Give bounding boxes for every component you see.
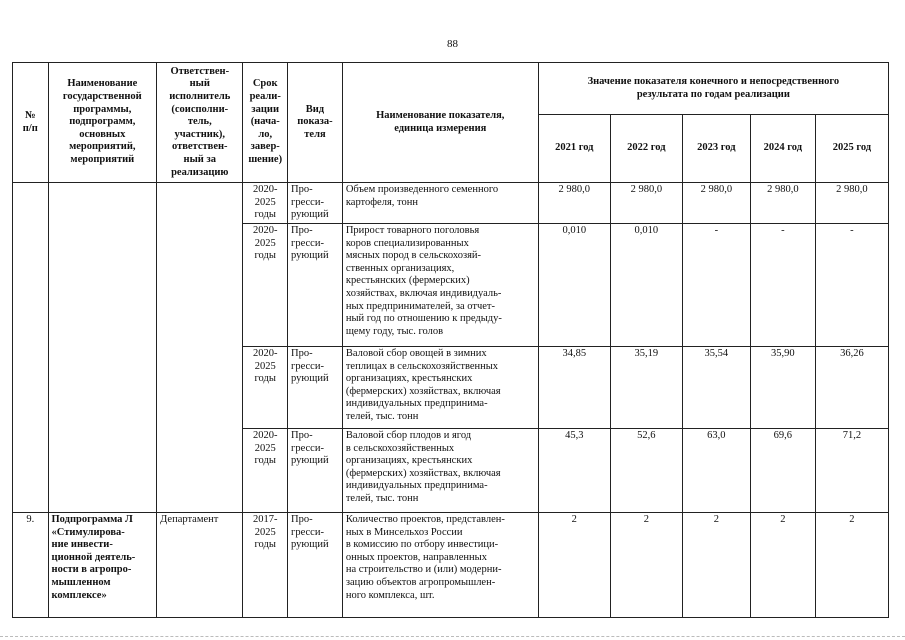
- value-2023: -: [682, 224, 750, 347]
- value-2025: 2: [815, 513, 888, 618]
- header-year-2023: 2023 год: [682, 115, 750, 183]
- table-row: [13, 183, 889, 224]
- row-number: [13, 183, 49, 513]
- value-2021: 2 980,0: [538, 183, 610, 224]
- value-2024: 69,6: [750, 429, 815, 513]
- responsible-executor: [157, 183, 243, 513]
- indicator-type: Про- гресси- рующий: [288, 513, 343, 618]
- header-year-2024: 2024 год: [750, 115, 815, 183]
- value-2023: 2: [682, 513, 750, 618]
- value-2022: 0,010: [610, 224, 682, 347]
- value-2023: 35,54: [682, 347, 750, 429]
- value-2023: 63,0: [682, 429, 750, 513]
- indicator-name: Валовой сбор овощей в зимних теплицах в сельскохозяйственных организациях, крестьянских (фермерских) хозяйствах, включая индивидуальных предпринима- телей, тыс. тонн: [342, 347, 538, 429]
- value-2025: 36,26: [815, 347, 888, 429]
- value-2025: 2 980,0: [815, 183, 888, 224]
- value-2024: 2 980,0: [750, 183, 815, 224]
- value-2022: 2: [610, 513, 682, 618]
- value-2022: 52,6: [610, 429, 682, 513]
- value-2023: 2 980,0: [682, 183, 750, 224]
- value-2024: -: [750, 224, 815, 347]
- value-2025: 71,2: [815, 429, 888, 513]
- value-2021: 45,3: [538, 429, 610, 513]
- indicator-type: Про- гресси- рующий: [288, 347, 343, 429]
- page-number: 88: [447, 38, 458, 50]
- indicators-table: [12, 62, 889, 618]
- implementation-term: 2017- 2025 годы: [243, 513, 288, 618]
- implementation-term: 2020- 2025 годы: [243, 224, 288, 347]
- value-2024: 35,90: [750, 347, 815, 429]
- implementation-term: 2020- 2025 годы: [243, 347, 288, 429]
- header-year-2021: 2021 год: [538, 115, 610, 183]
- value-2024: 2: [750, 513, 815, 618]
- indicator-name: Количество проектов, представлен- ных в Минсельхоз России в комиссию по отбору инвестици- онных проектов, направленных на строительство и (или) модерни- зацию объектов агропромышлен- ного комплекса, шт.: [342, 513, 538, 618]
- header-col-no: № п/п: [13, 63, 49, 183]
- header-year-2025: 2025 год: [815, 115, 888, 183]
- indicator-name: Прирост товарного поголовья коров специализированных мясных пород в сельскохозяй- ственных организациях, крестьянских (фермерских) хозяйствах, включая индивидуаль- ных предпринимателей, за отчет- ный год по отношению к предыду- щему году, тыс. голов: [342, 224, 538, 347]
- value-2022: 35,19: [610, 347, 682, 429]
- header-year-2022: 2022 год: [610, 115, 682, 183]
- header-col-name: Наименование государственной программы, подпрограмм, основных мероприятий, мероприятий: [48, 63, 157, 183]
- header-col-type: Вид показа- теля: [288, 63, 343, 183]
- value-2021: 2: [538, 513, 610, 618]
- value-2021: 34,85: [538, 347, 610, 429]
- table-row: [13, 513, 889, 618]
- header-col-indicator: Наименование показателя, единица измерения: [342, 63, 538, 183]
- responsible-executor: Департамент: [157, 513, 243, 618]
- indicator-name: Валовой сбор плодов и ягод в сельскохозяйственных организациях, крестьянских (фермерских) хозяйствах, включая индивидуальных предпринима- телей, тыс. тонн: [342, 429, 538, 513]
- indicator-type: Про- гресси- рующий: [288, 429, 343, 513]
- implementation-term: 2020- 2025 годы: [243, 183, 288, 224]
- program-name: [48, 183, 157, 513]
- implementation-term: 2020- 2025 годы: [243, 429, 288, 513]
- header-col-values: Значение показателя конечного и непосредственного результата по годам реализации: [538, 63, 888, 115]
- value-2025: -: [815, 224, 888, 347]
- row-number: 9.: [13, 513, 49, 618]
- indicator-type: Про- гресси- рующий: [288, 183, 343, 224]
- indicator-name: Объем произведенного семенного картофеля, тонн: [342, 183, 538, 224]
- header-col-responsible: Ответствен- ный исполнитель (соисполни- тель, участник), ответствен- ный за реализацию: [157, 63, 243, 183]
- value-2021: 0,010: [538, 224, 610, 347]
- value-2022: 2 980,0: [610, 183, 682, 224]
- header-col-term: Срок реали- зации (нача- ло, завер- шение): [243, 63, 288, 183]
- page-bottom-edge: [0, 636, 905, 637]
- indicator-type: Про- гресси- рующий: [288, 224, 343, 347]
- program-name: Подпрограмма Л «Стимулирова- ние инвести- ционной деятель- ности в агропро- мышленном комплексе»: [48, 513, 157, 618]
